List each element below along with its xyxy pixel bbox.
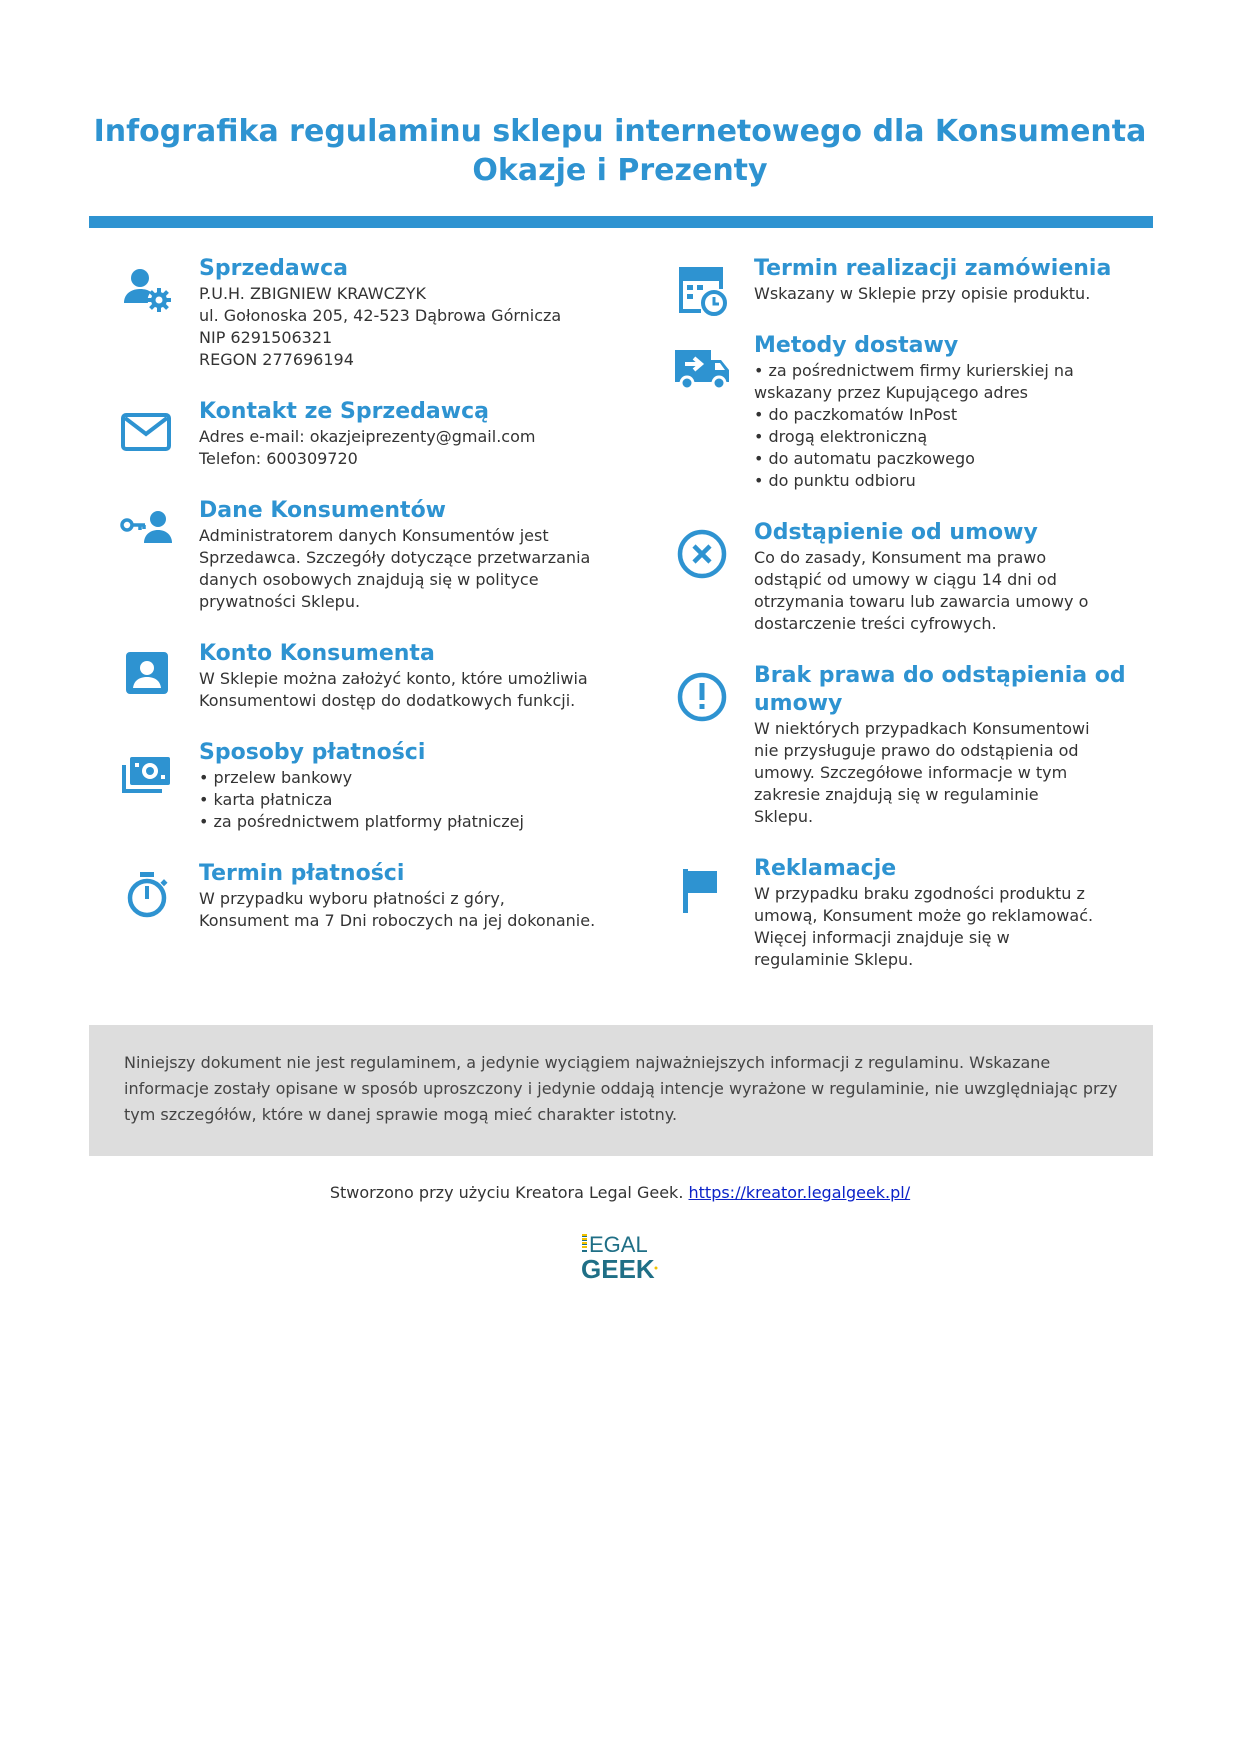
left-section-1 — [115, 255, 615, 371]
user-key-icon — [118, 503, 176, 561]
section-title: Odstąpienie od umowy — [754, 520, 1038, 545]
section-title: Reklamacje — [754, 856, 897, 881]
right-section-2 — [670, 332, 1130, 492]
left-section-2 — [115, 398, 615, 470]
title-line-1: Infografika regulaminu sklepu internetowego dla Konsumenta — [93, 114, 1147, 149]
section-title: Sprzedawca — [199, 256, 348, 281]
section-text-line: • przelew bankowy — [199, 768, 353, 787]
section-text-line: wskazany przez Kupującego adres — [754, 383, 1028, 402]
section-text-line: W przypadku braku zgodności produktu z — [754, 884, 1085, 903]
user-gear-icon — [118, 261, 176, 319]
section-text-line: otrzymania towaru lub zawarcia umowy o — [754, 592, 1089, 611]
footer-text: Stworzono przy użyciu Kreatora Legal Geek. — [329, 1183, 684, 1202]
section-text-line: regulaminie Sklepu. — [754, 950, 914, 969]
section-text-line: Co do zasady, Konsument ma prawo — [754, 548, 1047, 567]
title-line-2: Okazje i Prezenty — [472, 153, 768, 188]
left-section-3 — [115, 497, 615, 613]
section-text-line: Konsument ma 7 Dni roboczych na jej dokonanie. — [199, 911, 596, 930]
calendar-clock-icon — [673, 261, 731, 319]
cancel-circle-icon — [673, 525, 731, 583]
right-section-1 — [670, 255, 1130, 305]
section-text-line: ul. Gołonoska 205, 42-523 Dąbrowa Górnicza — [199, 306, 562, 325]
section-text-line: W przypadku wyboru płatności z góry, — [199, 889, 505, 908]
envelope-icon — [118, 404, 176, 462]
section-text-line: Adres e-mail: okazjeiprezenty@gmail.com — [199, 427, 536, 446]
left-section-5 — [115, 739, 615, 833]
right-column — [670, 255, 1130, 998]
section-text-line: • do automatu paczkowego — [754, 449, 975, 468]
delivery-truck-icon — [673, 338, 731, 396]
right-section-4 — [670, 662, 1130, 828]
section-text-line: W Sklepie można założyć konto, które umożliwia — [199, 669, 588, 688]
section-title: Metody dostawy — [754, 333, 959, 358]
footer-link[interactable]: https://kreator.legalgeek.pl/ — [688, 1183, 911, 1202]
section-text-line: • drogą elektroniczną — [754, 427, 928, 446]
section-text-line: W niektórych przypadkach Konsumentowi — [754, 719, 1090, 738]
left-section-4 — [115, 640, 615, 712]
left-column — [115, 255, 615, 959]
disclaimer-note: Niniejszy dokument nie jest regulaminem, a jedynie wyciągiem najważniejszych informacji z regulaminu. Wskazane informacje zostały opisane w sposób uproszczony i jedynie oddają intencje wyrażone w regulaminie, nie uwzględniając przy tym szczegółów, które w danej sprawie mogą mieć charakter istotny. — [89, 1025, 1153, 1156]
section-text-line: umową, Konsument może go reklamować. — [754, 906, 1094, 925]
right-section-5 — [670, 855, 1130, 971]
section-title: Konto Konsumenta — [199, 641, 435, 666]
page-title — [0, 112, 1240, 190]
section-text-line: Więcej informacji znajduje się w — [754, 928, 1010, 947]
section-text-line: prywatności Sklepu. — [199, 592, 361, 611]
section-text-line: P.U.H. ZBIGNIEW KRAWCZYK — [199, 284, 426, 303]
section-text-line: Sklepu. — [754, 807, 814, 826]
section-text-line: • do punktu odbioru — [754, 471, 916, 490]
account-box-icon — [118, 646, 176, 704]
section-text-line: • za pośrednictwem firmy kurierskiej na — [754, 361, 1074, 380]
section-text-line: nie przysługuje prawo do odstąpienia od — [754, 741, 1079, 760]
section-title: Brak prawa do odstąpienia od umowy — [754, 663, 1126, 716]
section-text-line: • do paczkomatów InPost — [754, 405, 958, 424]
section-title: Sposoby płatności — [199, 740, 426, 765]
section-text-line: zakresie znajdują się w regulaminie — [754, 785, 1039, 804]
section-title: Kontakt ze Sprzedawcą — [199, 399, 489, 424]
section-text-line: Administratorem danych Konsumentów jest — [199, 526, 549, 545]
section-text-line: Konsumentowi dostęp do dodatkowych funkcji. — [199, 691, 576, 710]
section-text-line: Sprzedawca. Szczegóły dotyczące przetwarzania — [199, 548, 591, 567]
legal-geek-logo — [580, 1230, 660, 1286]
section-title: Termin realizacji zamówienia — [754, 256, 1112, 281]
section-text-line: umowy. Szczegółowe informacje w tym — [754, 763, 1068, 782]
header-rule — [89, 216, 1153, 228]
section-title: Termin płatności — [199, 861, 405, 886]
flag-icon — [673, 861, 731, 919]
logo-text-bottom: GEEK — [581, 1254, 655, 1284]
left-section-6 — [115, 860, 615, 932]
section-text-line: • karta płatnicza — [199, 790, 333, 809]
exclamation-circle-icon — [673, 668, 731, 726]
footer — [0, 1183, 1240, 1202]
right-section-3 — [670, 519, 1130, 635]
section-title: Dane Konsumentów — [199, 498, 447, 523]
section-text-line: REGON 277696194 — [199, 350, 354, 369]
section-text-line: NIP 6291506321 — [199, 328, 333, 347]
stopwatch-icon — [118, 866, 176, 924]
section-text-line: odstąpić od umowy w ciągu 14 dni od — [754, 570, 1057, 589]
section-text-line: Wskazany w Sklepie przy opisie produktu. — [754, 284, 1091, 303]
logo-text-top: EGAL — [589, 1232, 648, 1257]
section-text-line: dostarczenie treści cyfrowych. — [754, 614, 997, 633]
section-text-line: • za pośrednictwem platformy płatniczej — [199, 812, 524, 831]
section-text-line: Telefon: 600309720 — [199, 449, 358, 468]
section-text-line: danych osobowych znajdują się w polityce — [199, 570, 539, 589]
money-icon — [118, 745, 176, 803]
